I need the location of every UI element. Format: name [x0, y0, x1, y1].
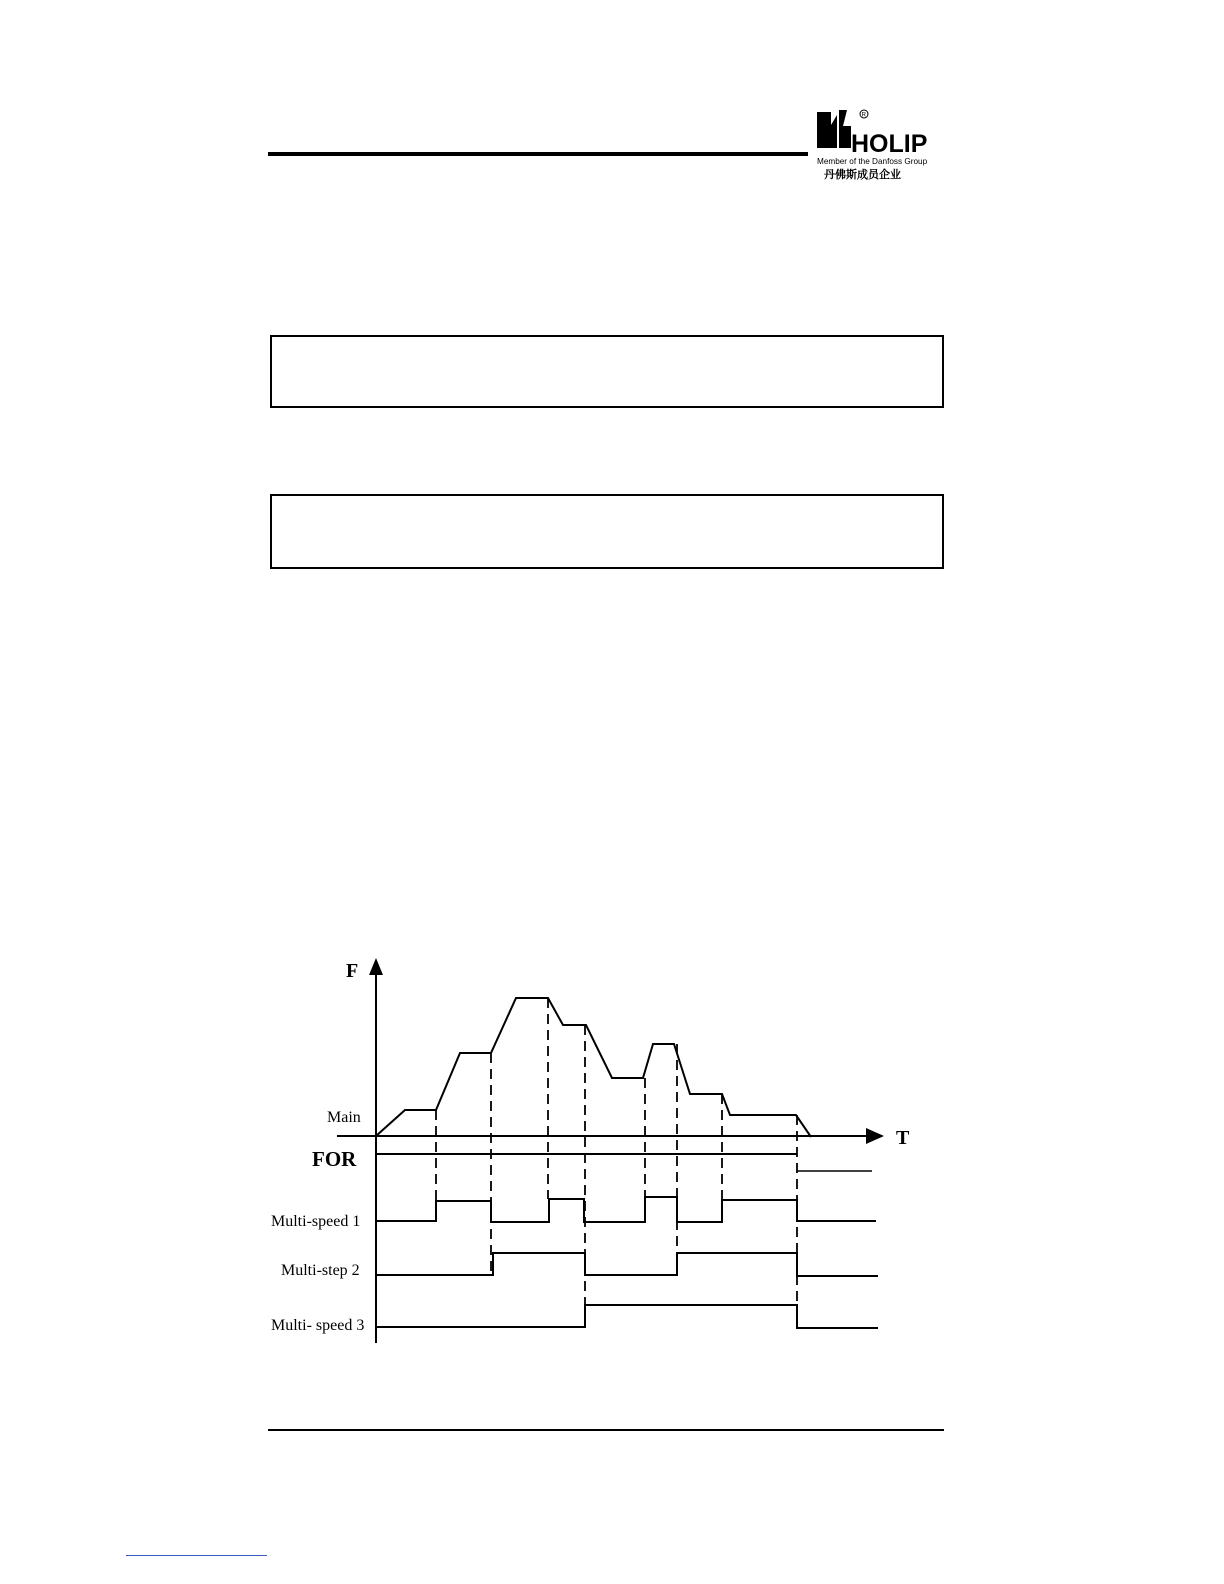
- f-axis-arrow: [369, 958, 383, 975]
- for-label: FOR: [312, 1147, 357, 1171]
- transition-guides: [436, 998, 797, 1328]
- logo-chinese: 丹佛斯成员企业: [824, 168, 901, 181]
- multi-speed-1-label: Multi-speed 1: [271, 1213, 361, 1230]
- logo-brand: HOLIP: [851, 130, 928, 158]
- footer-rule: [268, 1429, 944, 1431]
- t-axis-label: T: [896, 1127, 910, 1149]
- f-axis-label: F: [346, 960, 359, 982]
- multi-step-2-signal: [376, 1253, 878, 1276]
- header-rule: [268, 152, 808, 156]
- logo-tagline: Member of the Danfoss Group: [817, 157, 928, 166]
- multi-speed-1-signal: [376, 1197, 876, 1222]
- multi-speed-3-signal: [376, 1305, 878, 1328]
- multi-speed-3-label: Multi- speed 3: [271, 1317, 365, 1334]
- t-axis-arrow: [866, 1128, 884, 1144]
- content-box-1: [270, 335, 944, 408]
- link-underline[interactable]: [126, 1555, 267, 1556]
- holip-logo: [814, 106, 946, 182]
- svg-text:R: R: [861, 112, 866, 119]
- content-box-2: [270, 494, 944, 569]
- main-label: Main: [327, 1109, 361, 1126]
- multi-step-2-label: Multi-step 2: [281, 1262, 360, 1279]
- multi-speed-timing-diagram: [250, 940, 930, 1360]
- frequency-curve: [376, 998, 811, 1137]
